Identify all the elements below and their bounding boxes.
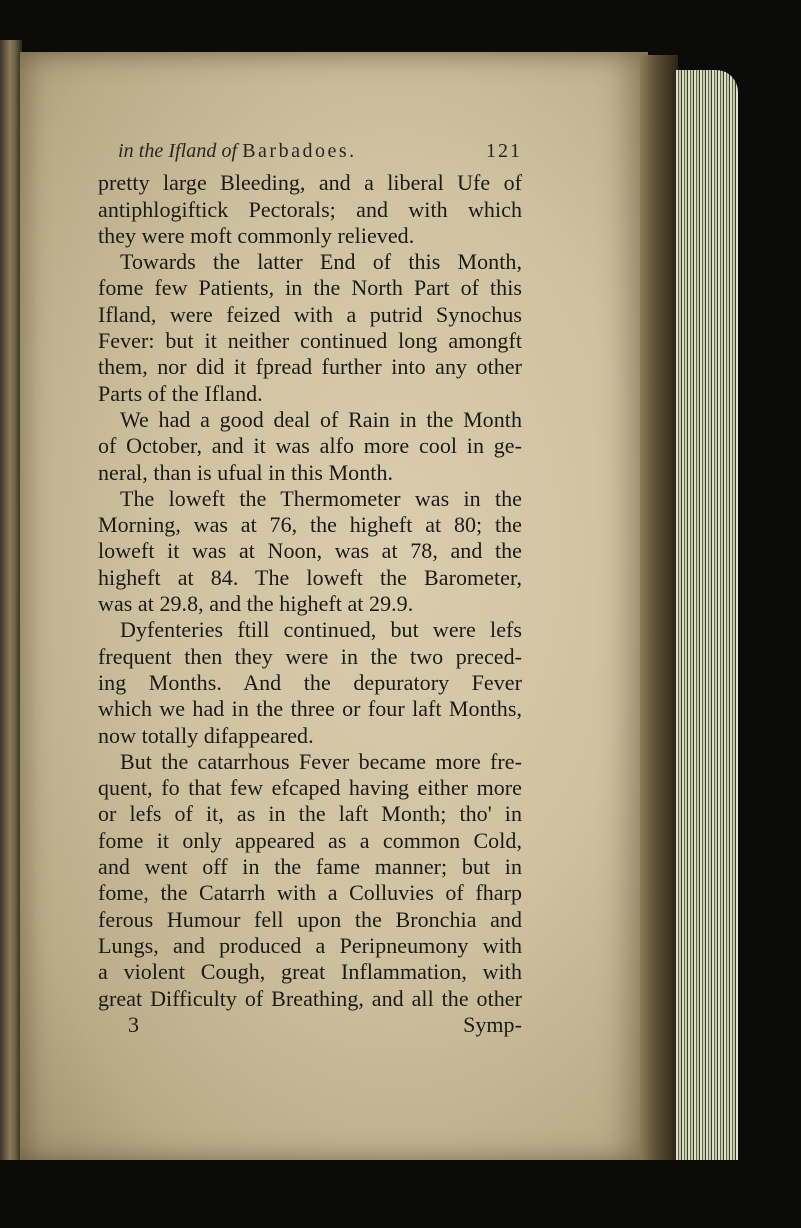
text-line: higheft at 84. The loweft the Barometer,: [98, 564, 522, 590]
text-line: neral, than is ufual in this Month.: [98, 459, 394, 485]
page-text: [98, 138, 522, 1038]
text-line: The loweft the Thermometer was in the: [120, 485, 522, 511]
text-line: ferous Humour fell upon the Bronchia and: [98, 906, 522, 932]
text-line: antiphlogiftick Pectorals; and with which: [98, 196, 522, 222]
text-line: or lefs of it, as in the laft Month; tho' in: [98, 801, 522, 827]
text-line: now totally difappeared.: [98, 722, 314, 748]
text-line: Fever: but it neither continued long amongft: [98, 328, 522, 354]
text-line: Towards the latter End of this Month,: [120, 249, 522, 275]
running-title: [118, 138, 357, 164]
text-line: Ifland, were feized with a putrid Synochus: [98, 301, 522, 327]
background-shadow: [0, 1160, 801, 1228]
text-line: Parts of the Ifland.: [98, 380, 263, 406]
book-fore-edge: [676, 70, 738, 1190]
text-line: great Difficulty of Breathing, and all the other: [98, 985, 522, 1011]
text-line: loweft it was at Noon, was at 78, and the: [98, 538, 522, 564]
text-line: Dyfenteries ftill continued, but were lefs: [120, 617, 522, 643]
text-line: Morning, was at 76, the higheft at 80; the: [98, 512, 522, 538]
running-head: [118, 138, 522, 164]
page-footer: [98, 1012, 522, 1038]
text-line: of October, and it was alfo more cool in ge-: [98, 433, 522, 459]
catchword: Symp-: [463, 1011, 522, 1037]
text-line: But the catarrhous Fever became more fre-: [120, 748, 522, 774]
running-title-caps: Barbadoes.: [242, 140, 357, 162]
running-title-italic: in the Ifland of: [118, 140, 238, 162]
text-line: they were moft commonly relieved.: [98, 222, 415, 248]
book-gutter: [640, 55, 678, 1165]
text-line: fome it only appeared as a common Cold,: [98, 827, 522, 853]
text-line: a violent Cough, great Inflammation, with: [98, 959, 522, 985]
text-line: frequent then they were in the two preced-: [98, 643, 522, 669]
text-line: them, nor did it fpread further into any other: [98, 354, 522, 380]
text-line: quent, fo that few efcaped having either more: [98, 775, 522, 801]
page-number: 121: [486, 140, 522, 162]
text-line: and went off in the fame manner; but in: [98, 854, 522, 880]
text-line: We had a good deal of Rain in the Month: [120, 406, 522, 432]
text-line: ing Months. And the depuratory Fever: [98, 669, 522, 695]
text-line: pretty large Bleeding, and a liberal Ufe of: [98, 170, 522, 196]
text-line: which we had in the three or four laft Months,: [98, 696, 522, 722]
text-line: fome few Patients, in the North Part of this: [98, 275, 522, 301]
text-line: was at 29.8, and the higheft at 29.9.: [98, 591, 414, 617]
text-line: Lungs, and produced a Peripneumony with: [98, 932, 522, 958]
signature-mark: 3: [128, 1011, 140, 1037]
left-page-edge: [0, 40, 22, 1170]
text-line: fome, the Catarrh with a Colluvies of fharp: [98, 880, 522, 906]
